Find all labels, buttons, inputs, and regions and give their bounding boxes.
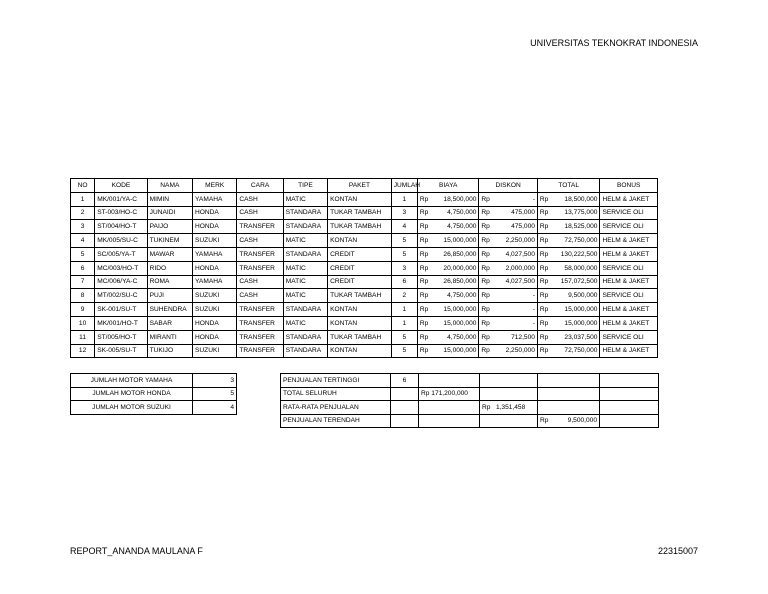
cell-nama: TUKIJO	[147, 344, 192, 358]
cell-biaya: Rp 4,750,000	[417, 206, 479, 220]
cell-tipe: STANDARA	[283, 344, 327, 358]
cell-biaya: Rp 18,500,000	[417, 192, 479, 206]
cell-no: 9	[71, 303, 95, 317]
cell-total: Rp 58,000,000	[537, 261, 600, 275]
cell-paket: KONTAN	[328, 344, 392, 358]
cell-nama: TUKINEM	[147, 234, 192, 248]
cell-bonus: HELM & JAKET	[600, 234, 658, 248]
cell-diskon: Rp 2,000,000	[479, 261, 537, 275]
cell-kode: MK/001/HO-T	[95, 316, 147, 330]
cell-kode: MK/005/SU-C	[95, 234, 147, 248]
cell-paket: KONTAN	[328, 234, 392, 248]
cell-tipe: STANDARA	[283, 247, 327, 261]
cell-total: Rp 9,500,000	[537, 289, 600, 303]
cell-diskon: Rp -	[479, 316, 537, 330]
cell-nama: JUNAIDI	[147, 206, 192, 220]
cell-kode: MC/006/YA-C	[95, 275, 147, 289]
summary-label: JUMLAH MOTOR SUZUKI	[71, 401, 193, 415]
table-row	[71, 220, 658, 234]
cell-biaya: Rp 15,000,000	[417, 234, 479, 248]
cell-jumlah: 5	[391, 247, 417, 261]
cell-tipe: STANDARA	[283, 206, 327, 220]
cell-no: 12	[71, 344, 95, 358]
cell-total: Rp 15,000,000	[537, 303, 600, 317]
brand-count-table	[70, 373, 237, 415]
col-cara: CARA	[237, 179, 283, 193]
cell-jumlah: 3	[391, 206, 417, 220]
cell-bonus: SERVICE OLI	[600, 289, 658, 303]
cell-tipe: STANDARA	[283, 330, 327, 344]
cell-nama: MIRANTI	[147, 330, 192, 344]
cell-cara: TRANSFER	[237, 247, 283, 261]
cell-cara: CASH	[237, 192, 283, 206]
cell-no: 7	[71, 275, 95, 289]
cell-no: 10	[71, 316, 95, 330]
cell-merk: HONDA	[193, 330, 237, 344]
cell-nama: MAWAR	[147, 247, 192, 261]
cell-cara: TRANSFER	[237, 330, 283, 344]
cell-cara: TRANSFER	[237, 261, 283, 275]
cell-jumlah: 4	[391, 220, 417, 234]
cell-total: Rp 157,072,500	[537, 275, 600, 289]
cell-tipe: STANDARA	[283, 220, 327, 234]
cell-cara: CASH	[237, 206, 283, 220]
cell-tipe: STANDARA	[283, 303, 327, 317]
cell-jumlah: 2	[391, 289, 417, 303]
summary-value: 3	[193, 374, 237, 388]
value-terendah: Rp 9,500,000	[538, 414, 600, 428]
cell-bonus: SERVICE OLI	[600, 330, 658, 344]
cell-bonus: HELM & JAKET	[600, 275, 658, 289]
col-nama: NAMA	[147, 179, 192, 193]
cell-diskon: Rp -	[479, 289, 537, 303]
label-penjualan-tertinggi: PENJUALAN TERTINGGI	[281, 374, 391, 388]
cell-nama: PAIJO	[147, 220, 192, 234]
cell-jumlah: 3	[391, 261, 417, 275]
summary-value: 5	[193, 387, 237, 401]
summary-label: JUMLAH MOTOR HONDA	[71, 387, 193, 401]
col-paket: PAKET	[328, 179, 392, 193]
cell-merk: HONDA	[193, 261, 237, 275]
cell-total: Rp 72,750,000	[537, 234, 600, 248]
col-jumlah: JUMLAH	[391, 179, 417, 193]
cell-jumlah: 6	[391, 275, 417, 289]
table-row	[71, 206, 658, 220]
cell-tipe: MATIC	[283, 275, 327, 289]
cell-total: Rp 18,525,000	[537, 220, 600, 234]
table-row	[71, 330, 658, 344]
value-rata-rata: Rp 1,351,458	[480, 401, 538, 415]
cell-no: 5	[71, 247, 95, 261]
cell-bonus: HELM & JAKET	[600, 303, 658, 317]
col-kode: KODE	[95, 179, 147, 193]
cell-biaya: Rp 26,850,000	[417, 275, 479, 289]
cell-paket: KONTAN	[328, 303, 392, 317]
cell-nama: ROMA	[147, 275, 192, 289]
cell-merk: SUZUKI	[193, 234, 237, 248]
cell-diskon: Rp -	[479, 192, 537, 206]
cell-cara: TRANSFER	[237, 303, 283, 317]
cell-biaya: Rp 15,000,000	[417, 303, 479, 317]
cell-total: Rp 13,775,000	[537, 206, 600, 220]
cell-bonus: HELM & JAKET	[600, 316, 658, 330]
cell-tipe: MATIC	[283, 316, 327, 330]
cell-merk: SUZUKI	[193, 303, 237, 317]
cell-jumlah: 5	[391, 344, 417, 358]
cell-biaya: Rp 26,850,000	[417, 247, 479, 261]
col-bonus: BONUS	[600, 179, 658, 193]
cell-jumlah: 5	[391, 330, 417, 344]
cell-bonus: HELM & JAKET	[600, 247, 658, 261]
student-id: 22315007	[657, 546, 698, 556]
cell-paket: TUKAR TAMBAH	[328, 220, 392, 234]
cell-jumlah: 1	[391, 316, 417, 330]
summary-row-suzuki	[71, 401, 237, 415]
cell-bonus: HELM & JAKET	[600, 192, 658, 206]
cell-merk: YAMAHA	[193, 275, 237, 289]
cell-kode: SK-005/SU-T	[95, 344, 147, 358]
cell-jumlah: 1	[391, 192, 417, 206]
cell-kode: SK-001/SU-T	[95, 303, 147, 317]
cell-kode: MC/003/HO-T	[95, 261, 147, 275]
cell-paket: TUKAR TAMBAH	[328, 330, 392, 344]
table-row	[71, 261, 658, 275]
summary-row-honda	[71, 387, 237, 401]
col-diskon: DISKON	[479, 179, 537, 193]
cell-diskon: Rp -	[479, 303, 537, 317]
table-row	[71, 192, 658, 206]
table-body	[71, 192, 658, 358]
cell-total: Rp 18,500,000	[537, 192, 600, 206]
cell-kode: ST/005/HO-T	[95, 330, 147, 344]
cell-paket: TUKAR TAMBAH	[328, 206, 392, 220]
cell-paket: CREDIT	[328, 275, 392, 289]
cell-kode: MK/001/YA-C	[95, 192, 147, 206]
table-header-row	[71, 179, 658, 193]
cell-paket: CREDIT	[328, 247, 392, 261]
cell-cara: CASH	[237, 289, 283, 303]
cell-biaya: Rp 15,000,000	[417, 344, 479, 358]
cell-merk: SUZUKI	[193, 344, 237, 358]
cell-nama: MIMIN	[147, 192, 192, 206]
cell-biaya: Rp 4,750,000	[417, 330, 479, 344]
cell-cara: TRANSFER	[237, 316, 283, 330]
cell-jumlah: 5	[391, 234, 417, 248]
cell-no: 6	[71, 261, 95, 275]
cell-kode: SC/005/YA-T	[95, 247, 147, 261]
table-row	[71, 303, 658, 317]
cell-tipe: MATIC	[283, 234, 327, 248]
cell-bonus: HELM & JAKET	[600, 344, 658, 358]
university-title: UNIVERSITAS TEKNOKRAT INDONESIA	[530, 38, 698, 48]
cell-no: 4	[71, 234, 95, 248]
cell-nama: RIDO	[147, 261, 192, 275]
cell-no: 1	[71, 192, 95, 206]
summary-label: JUMLAH MOTOR YAMAHA	[71, 374, 193, 388]
cell-merk: HONDA	[193, 316, 237, 330]
cell-diskon: Rp 2,250,000	[479, 344, 537, 358]
cell-no: 8	[71, 289, 95, 303]
cell-tipe: MATIC	[283, 192, 327, 206]
cell-biaya: Rp 15,000,000	[417, 316, 479, 330]
cell-merk: YAMAHA	[193, 192, 237, 206]
cell-tipe: MATIC	[283, 289, 327, 303]
cell-paket: KONTAN	[328, 192, 392, 206]
col-merk: MERK	[193, 179, 237, 193]
cell-paket: CREDIT	[328, 261, 392, 275]
cell-no: 3	[71, 220, 95, 234]
cell-diskon: Rp 712,500	[479, 330, 537, 344]
table-row	[71, 289, 658, 303]
value-penjualan-tertinggi: 6	[391, 374, 419, 388]
cell-merk: YAMAHA	[193, 247, 237, 261]
table-row	[71, 344, 658, 358]
cell-bonus: SERVICE OLI	[600, 206, 658, 220]
table-row	[71, 234, 658, 248]
cell-cara: TRANSFER	[237, 344, 283, 358]
cell-jumlah: 1	[391, 303, 417, 317]
table-row	[71, 275, 658, 289]
label-rata-rata: RATA-RATA PENJUALAN	[281, 401, 391, 415]
cell-kode: ST-003/HO-C	[95, 206, 147, 220]
row-penjualan-tertinggi	[281, 374, 659, 388]
row-terendah	[281, 414, 659, 428]
row-total-seluruh	[281, 387, 659, 401]
table-row	[71, 247, 658, 261]
cell-cara: CASH	[237, 275, 283, 289]
summary-row-yamaha	[71, 374, 237, 388]
label-total-seluruh: TOTAL SELURUH	[281, 387, 391, 401]
report-name: REPORT_ANANDA MAULANA F	[70, 546, 203, 556]
col-total: TOTAL	[537, 179, 600, 193]
cell-cara: CASH	[237, 234, 283, 248]
cell-tipe: MATIC	[283, 261, 327, 275]
cell-diskon: Rp 4,027,500	[479, 275, 537, 289]
cell-merk: HONDA	[193, 220, 237, 234]
sales-summary-table	[280, 373, 659, 428]
table-row	[71, 316, 658, 330]
cell-total: Rp 72,750,000	[537, 344, 600, 358]
cell-no: 11	[71, 330, 95, 344]
cell-cara: TRANSFER	[237, 220, 283, 234]
cell-nama: SABAR	[147, 316, 192, 330]
sales-table	[70, 178, 658, 358]
cell-nama: PUJI	[147, 289, 192, 303]
cell-biaya: Rp 4,750,000	[417, 220, 479, 234]
cell-no: 2	[71, 206, 95, 220]
cell-total: Rp 15,000,000	[537, 316, 600, 330]
cell-diskon: Rp 475,000	[479, 220, 537, 234]
cell-diskon: Rp 475,000	[479, 206, 537, 220]
summary-value: 4	[193, 401, 237, 415]
cell-diskon: Rp 4,027,500	[479, 247, 537, 261]
cell-biaya: Rp 20,000,000	[417, 261, 479, 275]
cell-bonus: SERVICE OLI	[600, 261, 658, 275]
cell-kode: MT/002/SU-C	[95, 289, 147, 303]
cell-merk: SUZUKI	[193, 289, 237, 303]
col-tipe: TIPE	[283, 179, 327, 193]
cell-total: Rp 23,037,500	[537, 330, 600, 344]
cell-biaya: Rp 4,750,000	[417, 289, 479, 303]
cell-total: Rp 130,222,500	[537, 247, 600, 261]
cell-paket: KONTAN	[328, 316, 392, 330]
row-rata-rata	[281, 401, 659, 415]
cell-merk: HONDA	[193, 206, 237, 220]
cell-nama: SUHENDRA	[147, 303, 192, 317]
cell-kode: ST/004/HO-T	[95, 220, 147, 234]
cell-bonus: SERVICE OLI	[600, 220, 658, 234]
cell-paket: TUKAR TAMBAH	[328, 289, 392, 303]
col-no: NO	[71, 179, 95, 193]
cell-diskon: Rp 2,250,000	[479, 234, 537, 248]
label-terendah: PENJUALAN TERENDAH	[281, 414, 391, 428]
value-total-seluruh: Rp 171,200,000	[419, 387, 480, 401]
col-biaya: BIAYA	[417, 179, 479, 193]
